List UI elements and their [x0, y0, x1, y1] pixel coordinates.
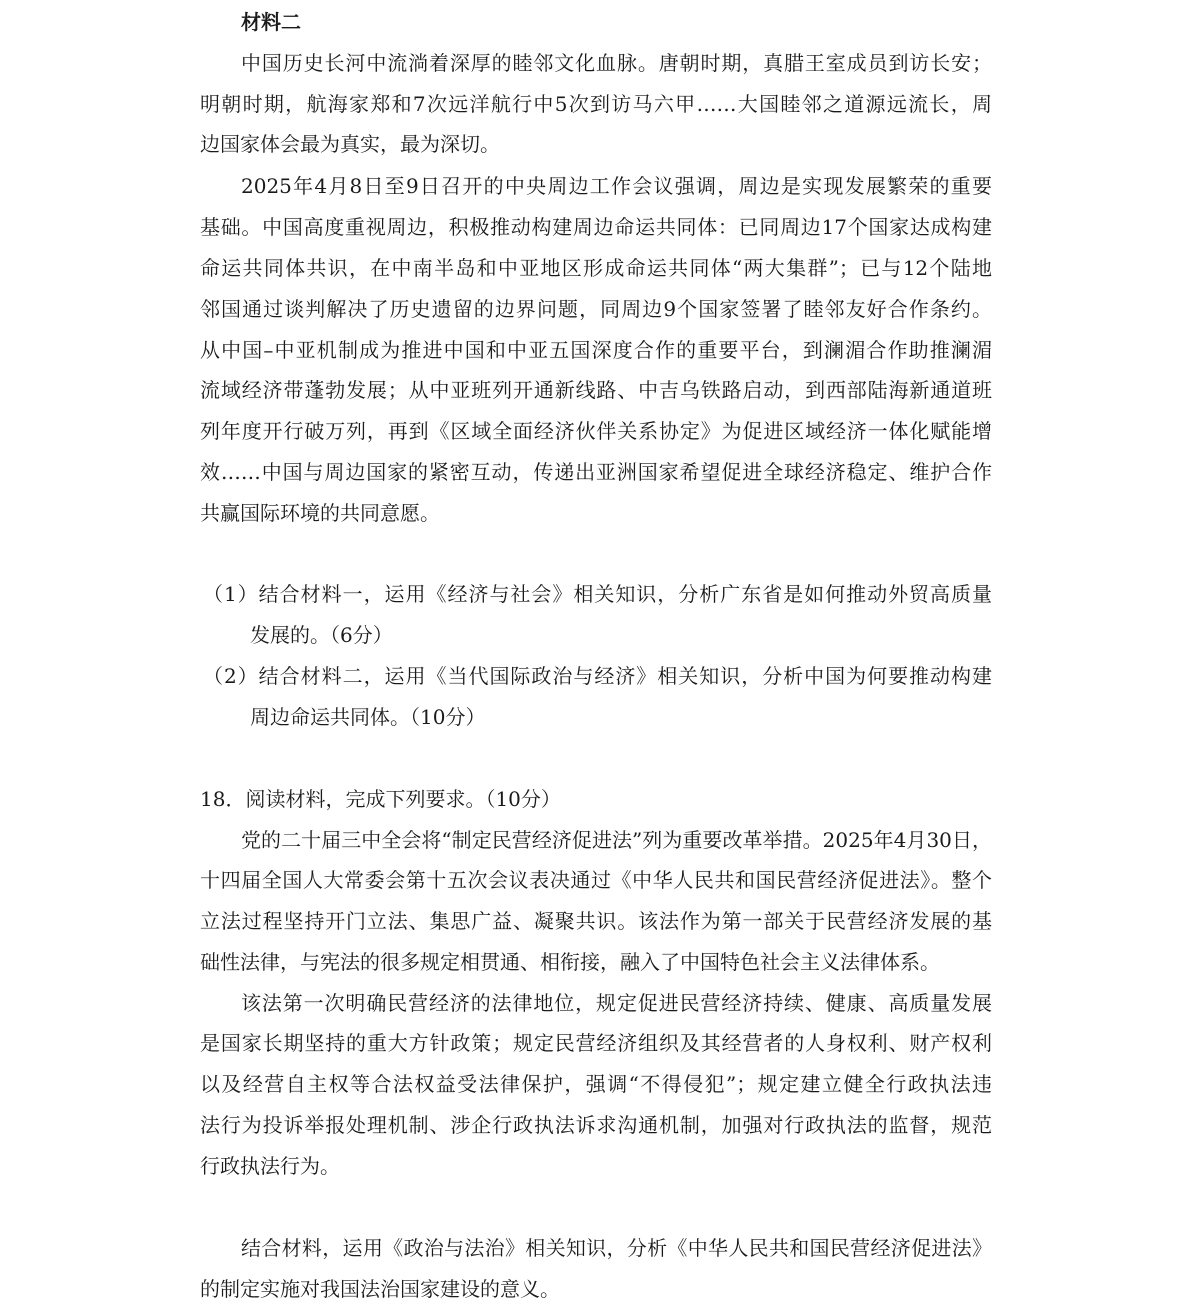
paragraph-line: 以及经营自主权等合法权益受法律保护，强调“不得侵犯”；规定建立健全行政执法违 [200, 1072, 992, 1096]
paragraph-line: 命运共同体共识，在中南半岛和中亚地区形成命运共同体“两大集群”；已与12个陆地 [200, 256, 992, 280]
paragraph-line: 立法过程坚持开门立法、集思广益、凝聚共识。该法作为第一部关于民营经济发展的基 [200, 909, 992, 933]
paragraph-line: 2025年4月8日至9日召开的中央周边工作会议强调，周边是实现发展繁荣的重要 [241, 174, 992, 198]
paragraph-line: 党的二十届三中全会将“制定民营经济促进法”列为重要改革举措。2025年4月30日， [241, 828, 992, 852]
paragraph-line: 明朝时期，航海家郑和7次远洋航行中5次到访马六甲……大国睦邻之道源远流长，周 [200, 92, 992, 116]
paragraph-line: 效……中国与周边国家的紧密互动，传递出亚洲国家希望促进全球经济稳定、维护合作 [200, 460, 992, 484]
paragraph-line: 行政执法行为。 [200, 1154, 340, 1178]
question-2-cont: 周边命运共同体。（10分） [250, 705, 486, 729]
paragraph-line: 法行为投诉举报处理机制、涉企行政执法诉求沟通机制，加强对行政执法的监督，规范 [200, 1113, 992, 1137]
question-2: （2）结合材料二，运用《当代国际政治与经济》相关知识，分析中国为何要推动构建 [203, 664, 992, 688]
question-1: （1）结合材料一，运用《经济与社会》相关知识，分析广东省是如何推动外贸高质量 [203, 582, 992, 606]
question-1-cont: 发展的。（6分） [250, 623, 393, 647]
question-18-prompt: 结合材料，运用《政治与法治》相关知识，分析《中华人民共和国民营经济促进法》 [241, 1236, 992, 1260]
paragraph-line: 边国家体会最为真实，最为深切。 [200, 132, 500, 156]
paragraph-line: 列年度开行破万列，再到《区域全面经济伙伴关系协定》为促进区域经济一体化赋能增 [200, 419, 992, 443]
question-18-title: 18．阅读材料，完成下列要求。（10分） [200, 787, 561, 811]
paragraph-line: 基础。中国高度重视周边，积极推动构建周边命运共同体：已同周边17个国家达成构建 [200, 215, 992, 239]
paragraph-line: 邻国通过谈判解决了历史遗留的边界问题，同周边9个国家签署了睦邻友好合作条约。 [200, 297, 992, 321]
paragraph-line: 十四届全国人大常委会第十五次会议表决通过《中华人民共和国民营经济促进法》。整个 [200, 868, 992, 892]
material-heading: 材料二 [241, 10, 301, 34]
paragraph-line: 从中国–中亚机制成为推进中国和中亚五国深度合作的重要平台，到澜湄合作助推澜湄 [200, 338, 992, 362]
question-18-prompt-cont: 的制定实施对我国法治国家建设的意义。 [200, 1277, 560, 1301]
paragraph-line: 础性法律，与宪法的很多规定相贯通、相衔接，融入了中国特色社会主义法律体系。 [200, 950, 940, 974]
paragraph-line: 共赢国际环境的共同意愿。 [200, 501, 440, 525]
paragraph-line: 流域经济带蓬勃发展；从中亚班列开通新线路、中吉乌铁路启动，到西部陆海新通道班 [200, 378, 992, 402]
paragraph-line: 该法第一次明确民营经济的法律地位，规定促进民营经济持续、健康、高质量发展 [241, 991, 992, 1015]
paragraph-line: 中国历史长河中流淌着深厚的睦邻文化血脉。唐朝时期，真腊王室成员到访长安； [241, 51, 992, 75]
paragraph-line: 是国家长期坚持的重大方针政策；规定民营经济组织及其经营者的人身权利、财产权利 [200, 1031, 992, 1055]
